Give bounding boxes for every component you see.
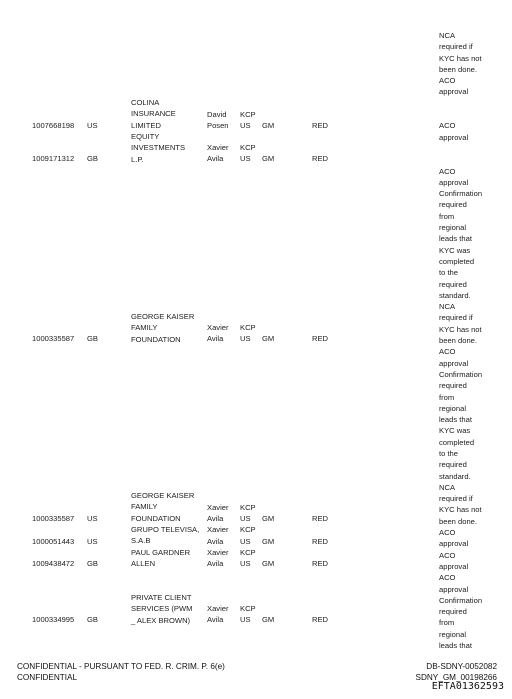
person-first: Xavier: [207, 143, 229, 152]
client-name-line: L.P.: [131, 154, 144, 164]
code-2: US: [240, 514, 251, 523]
status: RED: [312, 559, 329, 568]
status: RED: [312, 615, 329, 624]
status: RED: [312, 334, 329, 343]
code-2: US: [240, 334, 251, 343]
note-line: required if: [439, 42, 473, 52]
code-1: KCP: [240, 525, 256, 534]
country: GB: [87, 559, 98, 568]
client-name-line: EQUITY: [131, 132, 160, 141]
client-name-line: SERVICES (PWM: [131, 604, 193, 614]
note-line: completed: [439, 437, 475, 447]
note-line: KYC was: [439, 426, 471, 436]
country: GB: [87, 334, 98, 343]
person-last: Posen: [207, 121, 229, 130]
note-line: ACO: [439, 76, 456, 86]
client-name-line: LIMITED: [131, 120, 161, 130]
client-name-line: ALLEN: [131, 559, 156, 569]
note-line: [439, 154, 482, 165]
note-line: approval: [439, 132, 469, 142]
note-line: regional: [439, 223, 467, 233]
note-line: KYC has not: [439, 53, 482, 63]
country: GB: [87, 615, 98, 624]
country: GB: [87, 154, 98, 163]
note-line: ACO: [439, 347, 456, 357]
note-line: been done.: [439, 516, 478, 526]
account-id: 1000051443: [32, 537, 75, 546]
note-line: approval: [439, 358, 469, 368]
note-line: regional: [439, 629, 467, 639]
account-id: 1009438472: [32, 559, 75, 568]
code-2: US: [240, 615, 251, 624]
region: GM: [262, 334, 275, 343]
code-2: US: [240, 559, 251, 568]
note-line: required: [439, 200, 467, 210]
note-line: [439, 143, 482, 154]
note-line: approval: [439, 539, 469, 549]
region: GM: [262, 514, 275, 523]
note-line: approval: [439, 561, 469, 571]
note-line: NCA: [439, 31, 456, 40]
footer-sdny-number: SDNY_GM_00198266: [415, 673, 497, 682]
note-line: leads that: [439, 415, 472, 425]
code-2: US: [240, 121, 251, 130]
note-line: leads that: [439, 234, 472, 244]
note-line: ACO: [439, 550, 456, 560]
status: RED: [312, 514, 329, 523]
client-name-line: GEORGE KAISER: [131, 312, 195, 321]
person-last: Avila: [207, 615, 224, 624]
note-line: completed: [439, 256, 475, 266]
note-line: required if: [439, 313, 473, 323]
country: US: [87, 514, 98, 523]
client-name-line: FOUNDATION: [131, 334, 181, 344]
person-last: Avila: [207, 559, 224, 568]
status: RED: [312, 154, 329, 163]
note-line: required: [439, 279, 467, 289]
country: US: [87, 121, 98, 130]
region: GM: [262, 559, 275, 568]
client-name-line: FAMILY: [131, 323, 158, 333]
client-name-line: COLINA: [131, 98, 160, 107]
client-name-line: GRUPO TELEVISA,: [131, 525, 200, 534]
client-name: [131, 524, 199, 547]
note-line: KYC was: [439, 245, 471, 255]
status: RED: [312, 537, 329, 546]
account-id: 1009171312: [32, 154, 75, 163]
code-1: KCP: [240, 503, 256, 512]
note-line: to the: [439, 448, 458, 458]
client-name-line: PRIVATE CLIENT: [131, 593, 192, 602]
code-1: KCP: [240, 323, 256, 332]
region: GM: [262, 537, 275, 546]
note-line: [439, 109, 482, 120]
note-line: approval: [439, 87, 469, 97]
person-first: Xavier: [207, 323, 229, 332]
note-line: standard.: [439, 471, 471, 481]
note-line: approval: [439, 584, 469, 594]
note-line: approval: [439, 177, 469, 187]
note-line: leads that: [439, 641, 472, 651]
client-name: [131, 311, 194, 345]
account-id: 1000335587: [32, 334, 75, 343]
region: GM: [262, 121, 275, 130]
footer-confidential-line2: CONFIDENTIAL: [17, 673, 78, 682]
person-last: Avila: [207, 334, 224, 343]
note-line: Confirmation: [439, 189, 483, 199]
person-last: Avila: [207, 537, 224, 546]
person-first: Xavier: [207, 503, 229, 512]
note-line: KYC has not: [439, 324, 482, 334]
note-line: KYC has not: [439, 505, 482, 515]
note-line: ACO: [439, 166, 456, 176]
client-name-line: GEORGE KAISER: [131, 491, 195, 500]
note-line: ACO: [439, 121, 456, 131]
account-id: 1000334995: [32, 615, 75, 624]
note-line: from: [439, 211, 455, 221]
client-name: [131, 131, 185, 165]
client-name-line: INVESTMENTS: [131, 143, 186, 153]
client-name: [131, 592, 192, 626]
account-id: 1007668198: [32, 121, 75, 130]
person-first: David: [207, 110, 227, 119]
person-last: Avila: [207, 154, 224, 163]
person-last: Avila: [207, 514, 224, 523]
note-line: Confirmation: [439, 369, 483, 379]
code-1: KCP: [240, 110, 256, 119]
region: GM: [262, 154, 275, 163]
note-line: from: [439, 618, 455, 628]
note-line: been done.: [439, 336, 478, 346]
client-name-line: _ ALEX BROWN): [131, 615, 191, 625]
note-line: [439, 98, 482, 109]
note-line: ACO: [439, 528, 456, 538]
note-line: regional: [439, 403, 467, 413]
person-first: Xavier: [207, 525, 229, 534]
code-2: US: [240, 537, 251, 546]
note-line: NCA: [439, 302, 456, 312]
client-name-line: PAUL GARDNER: [131, 548, 191, 557]
status: RED: [312, 121, 329, 130]
code-1: KCP: [240, 143, 256, 152]
client-name: [131, 547, 190, 570]
account-id: 1000335587: [32, 514, 75, 523]
note-line: required: [439, 460, 467, 470]
note-line: been done.: [439, 64, 478, 74]
client-name-line: S.A.B: [131, 536, 151, 546]
note-line: from: [439, 392, 455, 402]
person-first: Xavier: [207, 604, 229, 613]
note-line: Confirmation: [439, 595, 483, 605]
code-2: US: [240, 154, 251, 163]
note-line: ACO: [439, 573, 456, 583]
footer-bates-number: DB-SDNY-0052082: [426, 662, 497, 671]
note-line: NCA: [439, 482, 456, 492]
country: US: [87, 537, 98, 546]
region: GM: [262, 615, 275, 624]
client-name: [131, 490, 194, 524]
code-1: KCP: [240, 548, 256, 557]
notes-column: [439, 30, 482, 651]
client-name-line: FAMILY: [131, 502, 158, 512]
note-line: to the: [439, 268, 458, 278]
person-first: Xavier: [207, 548, 229, 557]
footer-efta-stamp: EFTA01362593: [431, 681, 504, 692]
note-line: standard.: [439, 290, 471, 300]
client-name-line: FOUNDATION: [131, 513, 181, 523]
note-line: required: [439, 381, 467, 391]
client-name-line: INSURANCE: [131, 109, 176, 119]
code-1: KCP: [240, 604, 256, 613]
client-name: [131, 97, 176, 131]
footer-confidential-line1: CONFIDENTIAL - PURSUANT TO FED. R. CRIM. P. 6(e): [17, 662, 225, 671]
note-line: required if: [439, 494, 473, 504]
note-line: required: [439, 607, 467, 617]
